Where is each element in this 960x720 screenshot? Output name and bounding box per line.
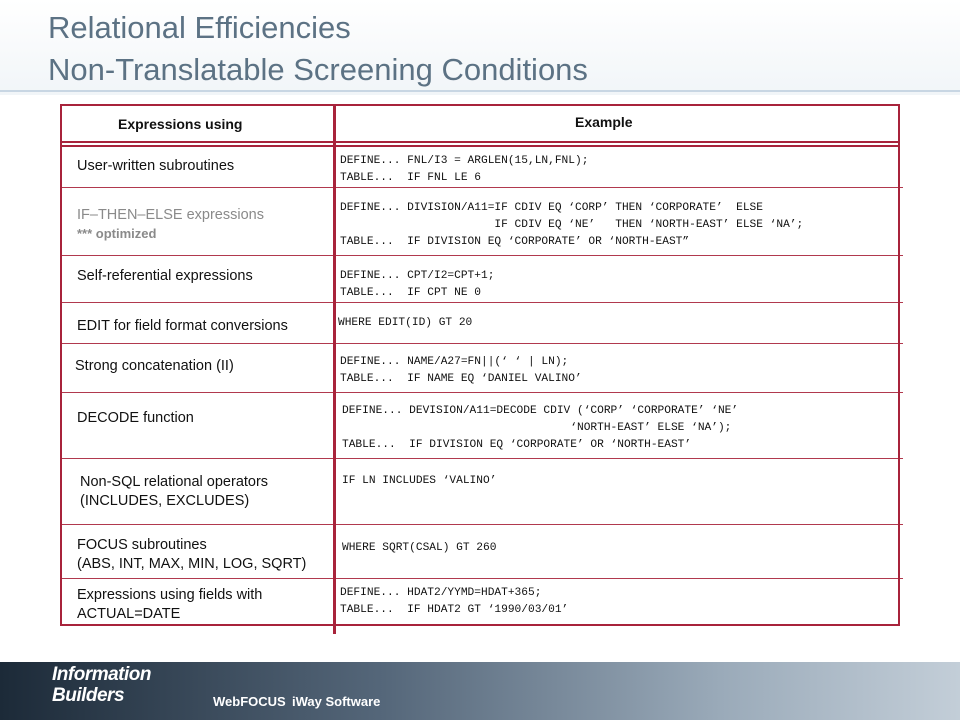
row-code-line: DEFINE... NAME/A27=FN||(‘ ‘ | LN); [340, 356, 569, 368]
row-code-line: IF CDIV EQ ‘NE’ THEN ‘NORTH-EAST’ ELSE ‘NA’; [340, 219, 804, 231]
header-divider [60, 141, 900, 143]
row-code-line: DEFINE... FNL/I3 = ARGLEN(15,LN,FNL); [340, 155, 589, 167]
information-builders-logo: Information [52, 664, 151, 685]
row-code-line: TABLE... IF HDAT2 GT ‘1990/03/01’ [340, 604, 569, 616]
row-label-focus-subroutines: FOCUS subroutines [77, 537, 207, 553]
optimized-note: *** optimized [77, 226, 157, 241]
row-divider [60, 458, 903, 459]
row-divider [60, 187, 903, 188]
row-code-line: DEFINE... CPT/I2=CPT+1; [340, 270, 495, 282]
row-code-line: WHERE SQRT(CSAL) GT 260 [342, 542, 497, 554]
row-label-focus-subroutines-detail: (ABS, INT, MAX, MIN, LOG, SQRT) [77, 556, 307, 572]
row-label-self-referential: Self-referential expressions [77, 268, 253, 284]
slide-subtitle: Non-Translatable Screening Conditions [48, 52, 588, 87]
row-code-line: TABLE... IF DIVISION EQ ‘CORPORATE’ OR ‘NORTH-EAST’ [342, 439, 692, 451]
row-label-actual-date-detail: ACTUAL=DATE [77, 606, 181, 622]
slide-title: Relational Efficiencies [48, 10, 351, 45]
row-code-line: WHERE EDIT(ID) GT 20 [338, 317, 473, 329]
row-code-line: DEFINE... DIVISION/A11=IF CDIV EQ ‘CORP’ THEN ‘CORPORATE’ ELSE [340, 202, 763, 214]
row-divider [60, 392, 903, 393]
row-code-line: ‘NORTH-EAST’ ELSE ‘NA’); [342, 422, 732, 434]
row-label-edit: EDIT for field format conversions [77, 318, 288, 334]
row-divider [60, 302, 903, 303]
row-code-line: TABLE... IF FNL LE 6 [340, 172, 481, 184]
iway-brand: iWay Software [292, 694, 381, 709]
row-code-line: IF LN INCLUDES ‘VALINO’ [342, 475, 497, 487]
row-label-concatenation: Strong concatenation (II) [75, 358, 234, 374]
row-label-non-sql: Non-SQL relational operators [80, 474, 269, 490]
row-divider [60, 343, 903, 344]
column-header-expressions: Expressions using [118, 116, 243, 132]
row-divider [60, 578, 903, 579]
row-label-decode: DECODE function [77, 410, 194, 426]
header-divider-second [60, 145, 900, 147]
row-label-if-then-else: IF–THEN–ELSE expressions [77, 207, 264, 223]
title-divider [0, 90, 960, 92]
row-code-line: TABLE... IF CPT NE 0 [340, 287, 481, 299]
row-label-actual-date: Expressions using fields with [77, 587, 263, 603]
row-code-line: TABLE... IF NAME EQ ‘DANIEL VALINO’ [340, 373, 582, 385]
row-code-line: DEFINE... HDAT2/YYMD=HDAT+365; [340, 587, 542, 599]
row-divider [60, 255, 903, 256]
row-code-line: TABLE... IF DIVISION EQ ‘CORPORATE’ OR ‘NORTH-EAST” [340, 236, 690, 248]
column-header-example: Example [575, 114, 633, 130]
row-divider [60, 524, 903, 525]
row-label-non-sql-detail: (INCLUDES, EXCLUDES) [80, 493, 250, 509]
row-label-user-subroutines: User-written subroutines [77, 158, 235, 174]
information-builders-logo-line2: Builders [52, 685, 125, 706]
row-code-line: DEFINE... DEVISION/A11=DECODE CDIV (‘CORP’ ‘CORPORATE’ ‘NE’ [342, 405, 739, 417]
column-divider [333, 104, 336, 634]
webfocus-brand: WebFOCUS [213, 694, 286, 709]
